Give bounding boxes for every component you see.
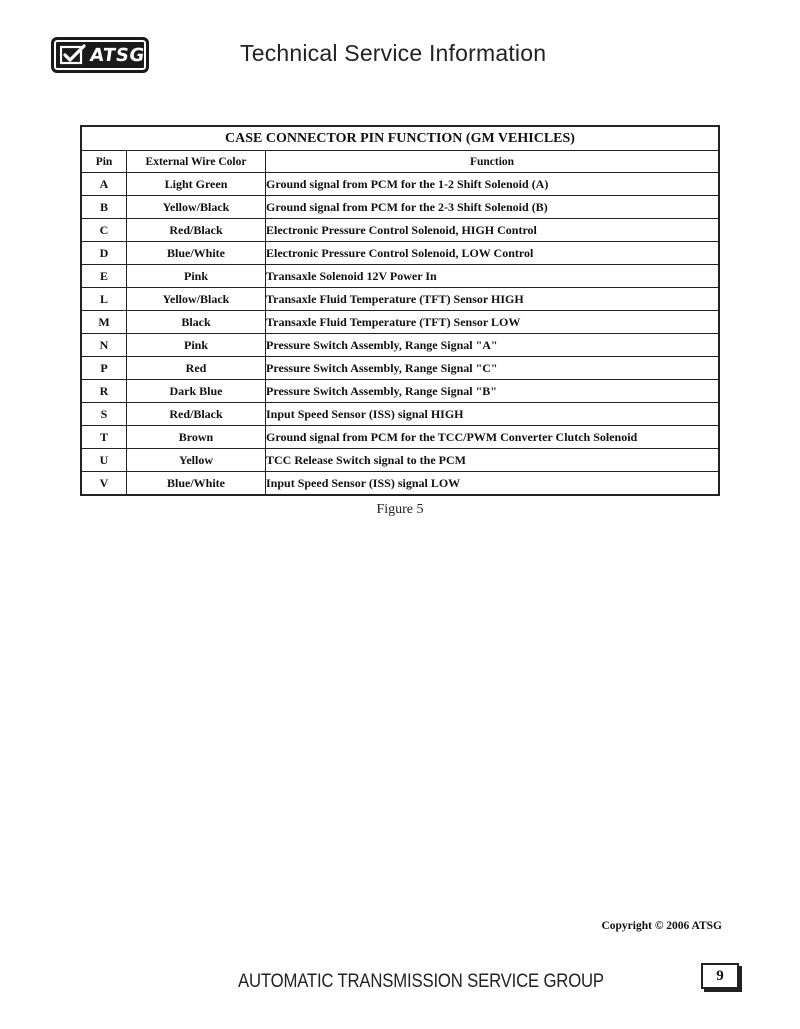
- wire-color-cell: Pink: [127, 265, 266, 288]
- wire-color-cell: Yellow: [127, 449, 266, 472]
- page-title: Technical Service Information: [240, 40, 547, 66]
- wire-color-cell: Pink: [127, 334, 266, 357]
- function-cell: Pressure Switch Assembly, Range Signal "B": [266, 380, 720, 403]
- checkmark-icon: [60, 44, 86, 66]
- pin-cell: M: [81, 311, 127, 334]
- pin-function-table: [80, 125, 720, 496]
- function-cell: Pressure Switch Assembly, Range Signal "A": [266, 334, 720, 357]
- table-row: [81, 173, 719, 196]
- pin-cell: V: [81, 472, 127, 496]
- table-header-row: [81, 151, 719, 173]
- function-cell: Electronic Pressure Control Solenoid, LOW Control: [266, 242, 720, 265]
- table-row: [81, 403, 719, 426]
- table-row: [81, 219, 719, 242]
- table-row: [81, 472, 719, 496]
- wire-color-cell: Light Green: [127, 173, 266, 196]
- pin-cell: T: [81, 426, 127, 449]
- table-row: [81, 196, 719, 219]
- table-row: [81, 426, 719, 449]
- wire-color-cell: Red/Black: [127, 219, 266, 242]
- pin-cell: N: [81, 334, 127, 357]
- pin-cell: A: [81, 173, 127, 196]
- column-header-wire-color: External Wire Color: [127, 151, 266, 173]
- pin-cell: U: [81, 449, 127, 472]
- wire-color-cell: Yellow/Black: [127, 196, 266, 219]
- function-cell: Ground signal from PCM for the TCC/PWM Converter Clutch Solenoid: [266, 426, 720, 449]
- function-cell: Transaxle Solenoid 12V Power In: [266, 265, 720, 288]
- table-row: [81, 357, 719, 380]
- pin-cell: R: [81, 380, 127, 403]
- logo-text: ATSG: [88, 44, 147, 66]
- wire-color-cell: Blue/White: [127, 472, 266, 496]
- figure-caption: Figure 5: [376, 502, 424, 517]
- wire-color-cell: Yellow/Black: [127, 288, 266, 311]
- pin-cell: D: [81, 242, 127, 265]
- copyright-notice: Copyright © 2006 ATSG: [601, 920, 722, 932]
- pin-cell: C: [81, 219, 127, 242]
- function-cell: Electronic Pressure Control Solenoid, HIGH Control: [266, 219, 720, 242]
- pin-cell: E: [81, 265, 127, 288]
- function-cell: Ground signal from PCM for the 1-2 Shift Solenoid (A): [266, 173, 720, 196]
- pin-cell: P: [81, 357, 127, 380]
- function-cell: Input Speed Sensor (ISS) signal HIGH: [266, 403, 720, 426]
- function-cell: TCC Release Switch signal to the PCM: [266, 449, 720, 472]
- wire-color-cell: Red/Black: [127, 403, 266, 426]
- column-header-function: Function: [266, 151, 720, 173]
- function-cell: Input Speed Sensor (ISS) signal LOW: [266, 472, 720, 496]
- table-row: [81, 265, 719, 288]
- function-cell: Pressure Switch Assembly, Range Signal "C": [266, 357, 720, 380]
- function-cell: Transaxle Fluid Temperature (TFT) Sensor LOW: [266, 311, 720, 334]
- function-cell: Transaxle Fluid Temperature (TFT) Sensor HIGH: [266, 288, 720, 311]
- wire-color-cell: Black: [127, 311, 266, 334]
- table-body: [81, 173, 719, 496]
- table-caption: CASE CONNECTOR PIN FUNCTION (GM VEHICLES): [81, 126, 719, 151]
- function-cell: Ground signal from PCM for the 2-3 Shift Solenoid (B): [266, 196, 720, 219]
- wire-color-cell: Red: [127, 357, 266, 380]
- footer-title: AUTOMATIC TRANSMISSION SERVICE GROUP: [238, 971, 604, 992]
- atsg-logo: [51, 37, 149, 73]
- table-row: [81, 334, 719, 357]
- table-row: [81, 449, 719, 472]
- wire-color-cell: Dark Blue: [127, 380, 266, 403]
- pin-cell: S: [81, 403, 127, 426]
- pin-cell: L: [81, 288, 127, 311]
- table-row: [81, 242, 719, 265]
- table-row: [81, 380, 719, 403]
- table-row: [81, 311, 719, 334]
- table-row: [81, 288, 719, 311]
- page-number: 9: [701, 963, 739, 989]
- column-header-pin: Pin: [81, 151, 127, 173]
- pin-cell: B: [81, 196, 127, 219]
- wire-color-cell: Brown: [127, 426, 266, 449]
- wire-color-cell: Blue/White: [127, 242, 266, 265]
